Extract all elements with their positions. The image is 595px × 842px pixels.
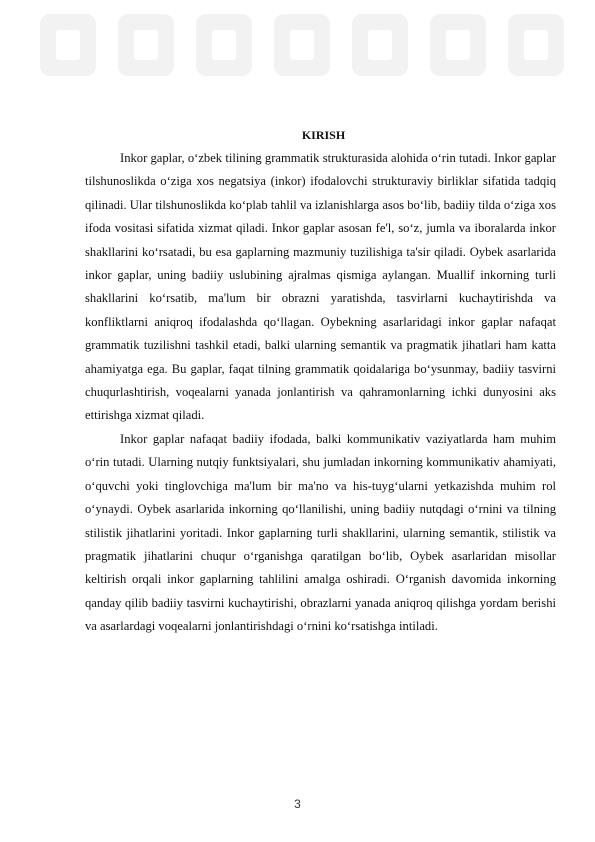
page-content: [85, 127, 556, 639]
paragraph-1: Inkor gaplar, o‘zbek tilining grammatik strukturasida alohida o‘rin tutadi. Inkor gaplar tilshunoslikda o‘ziga xos negatsiya (inkor) ifodalovchi strukturaviy birliklar sifatida tadqiq qilinadi. Ular tilshunoslikda ko‘plab tahlil va izlanishlarga asos bo‘lib, badiiy tilda o‘ziga xos ifoda vositasi sifatida xizmat qiladi. Inkor gaplar asosan fe'l, so‘z, jumla va iboralarda inkor shakllarini ko‘rsatadi, bu esa gaplarning mazmuniy tuzilishiga ta'sir qiladi. Oybek asarlarida inkor gaplar, uning badiiy uslubining ajralmas qismiga aylangan. Muallif inkorning turli shakllarini ko‘rsatib, ma'lum bir obrazni yaratishda, tasvirlarni kuchaytirishda va konfliktlarni aniqroq ifodalashda qo‘llagan. Oybekning asarlaridagi inkor gaplar nafaqat grammatik tuzilishni tashkil etadi, balki ularning semantik va pragmatik jihatlari ham katta ahamiyatga ega. Bu gaplar, faqat tilning grammatik qoidalariga bo‘ysunmay, badiiy tasvirni chuqurlashtirish, voqealarni yanada jonlantirish va qahramonlarning ichki dunyosini aks ettirishga xizmat qiladi.: [85, 151, 556, 423]
watermark-logo-pattern: [0, 0, 595, 120]
page-number: 3: [294, 797, 301, 811]
paragraph-2: Inkor gaplar nafaqat badiiy ifodada, balki kommunikativ vaziyatlarda ham muhim o‘rin tutadi. Ularning nutqiy funktsiyalari, shu jumladan inkorning kommunikativ ahamiyati, o‘quvchi yoki tinglovchiga ma'lum bir ma'no va his-tuyg‘ularni yetkazishda muhim rol o‘ynaydi. Oybek asarlarida inkorning qo‘llanilishi, uning badiiy nutqdagi o‘rnini va tilning stilistik jihatlarini yoritadi. Inkor gaplarning turli shakllarini, ularning semantik, stilistik va pragmatik jihatlarini chuqur o‘rganishga qaratilgan bo‘lib, Oybek asarlaridan misollar keltirish orqali inkor gaplarning tahlilini amalga oshiradi. O‘rganish davomida inkorning qanday qilib badiiy tasvirni kuchaytirishi, obrazlarni yanada aniqroq qilishga yordam berishi va asarlardagi voqealarni jonlantirishdagi o‘rnini ko‘rsatishga intiladi.: [85, 431, 556, 634]
section-heading: KIRISH: [301, 128, 346, 142]
